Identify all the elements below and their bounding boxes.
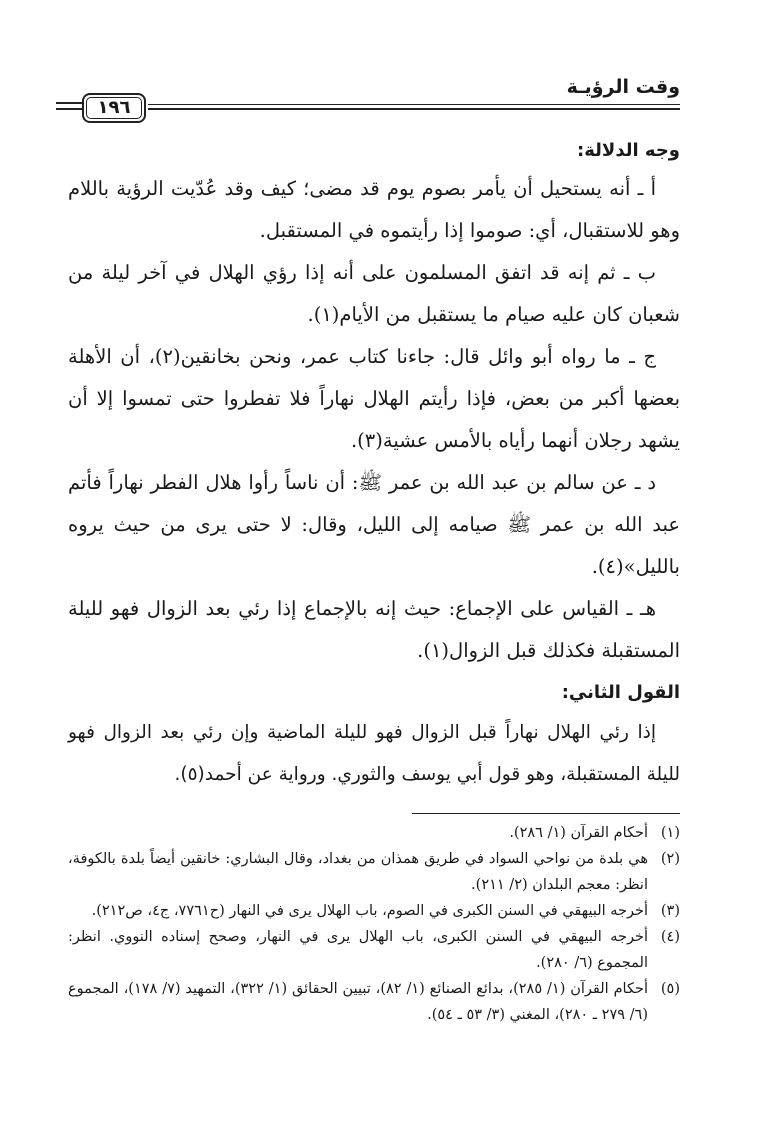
paragraph-c: ج ـ ما رواه أبو وائل قال: جاءنا كتاب عمر، ونحن بخانقين(٢)، أن الأهلة بعضها أكبر من بعض، فإذا رأيتم الهلال نهاراً فلا تفطروا حتى تمسوا إلا أن يشهد رجلان أنهما رأياه بالأمس عشية(٣). (68, 345, 680, 452)
header-dash (56, 102, 82, 104)
footnote-number: (٢) (660, 851, 680, 867)
footnote-text: أخرجه البيهقي في السنن الكبرى في الصوم، باب الهلال يرى في النهار (ح٧٧٦١، ج٤، ص٢١٢). (91, 903, 648, 919)
paragraph-e: هـ ـ القياس على الإجماع: حيث إنه بالإجماع إذا رئي بعد الزوال فهو لليلة المستقبلة فكذلك قبل الزوال(١). (68, 597, 680, 662)
header-rule (148, 104, 680, 105)
footnote-text: أحكام القرآن (١/ ٢٨٥)، بدائع الصنائع (١/ ٨٢)، تبيين الحقائق (١/ ٣٢٢)، التمهيد (٧/ ١٧٨)، المجموع (٦/ ٢٧٩ ـ ٢٨٠)، المغني (٣/ ٥٣ ـ ٥٤). (68, 981, 648, 1023)
footnote-number: (٥) (660, 981, 680, 997)
paragraph-a: أ ـ أنه يستحيل أن يأمر بصوم يوم قد مضى؛ كيف وقد عُدّيت الرؤية باللام وهو للاستقبال، أي: صوموا إذا رأيتموه في المستقبل. (68, 177, 680, 242)
footnote-text: أحكام القرآن (١/ ٢٨٦). (509, 825, 648, 841)
running-title: وقت الرؤيـة (566, 76, 680, 98)
page-header (68, 76, 680, 120)
page-number: ١٩٦ (82, 93, 146, 123)
footnote-number: (١) (660, 825, 680, 841)
paragraph-second-opinion: إذا رئي الهلال نهاراً قبل الزوال فهو لليلة الماضية وإن رئي بعد الزوال فهو لليلة المستقبلة، وهو قول أبي يوسف والثوري. ورواية عن أحمد(٥). (68, 722, 680, 785)
footnote (68, 976, 680, 1028)
header-dash (56, 108, 82, 110)
footnote-number: (٣) (660, 903, 680, 919)
footnote-separator (412, 813, 680, 814)
section-heading-2: القول الثاني: (561, 682, 680, 703)
footnote-number: (٤) (660, 929, 680, 945)
footnote-text: أخرجه البيهقي في السنن الكبرى، باب الهلال يرى في النهار، وصحح إسناده النووي. انظر: المجموع (٦/ ٢٨٠). (68, 929, 648, 971)
footnote (68, 820, 680, 846)
footnote-text: هي بلدة من نواحي السواد في طريق همذان من بغداد، وقال البشاري: خانقين أيضاً بلدة بالكوفة، انظر: معجم البلدان (٢/ ٢١١). (68, 851, 648, 893)
footnotes (68, 820, 680, 1028)
header-rule-thick (148, 108, 680, 110)
paragraph-b: ب ـ ثم إنه قد اتفق المسلمون على أنه إذا رؤي الهلال في آخر ليلة من شعبان كان عليه صيام ما يستقبل من الأيام(١). (68, 261, 680, 326)
paragraph-d: د ـ عن سالم بن عبد الله بن عمر ﷺ: أن ناساً رأوا هلال الفطر نهاراً فأتم عبد الله بن عمر ﷺ صيامه إلى الليل، وقال: لا حتى يرى من حيث يروه بالليل»(٤). (68, 471, 680, 578)
footnote (68, 924, 680, 976)
footnote (68, 898, 680, 924)
section-heading: وجه الدلالة: (577, 140, 680, 161)
footnote (68, 846, 680, 898)
